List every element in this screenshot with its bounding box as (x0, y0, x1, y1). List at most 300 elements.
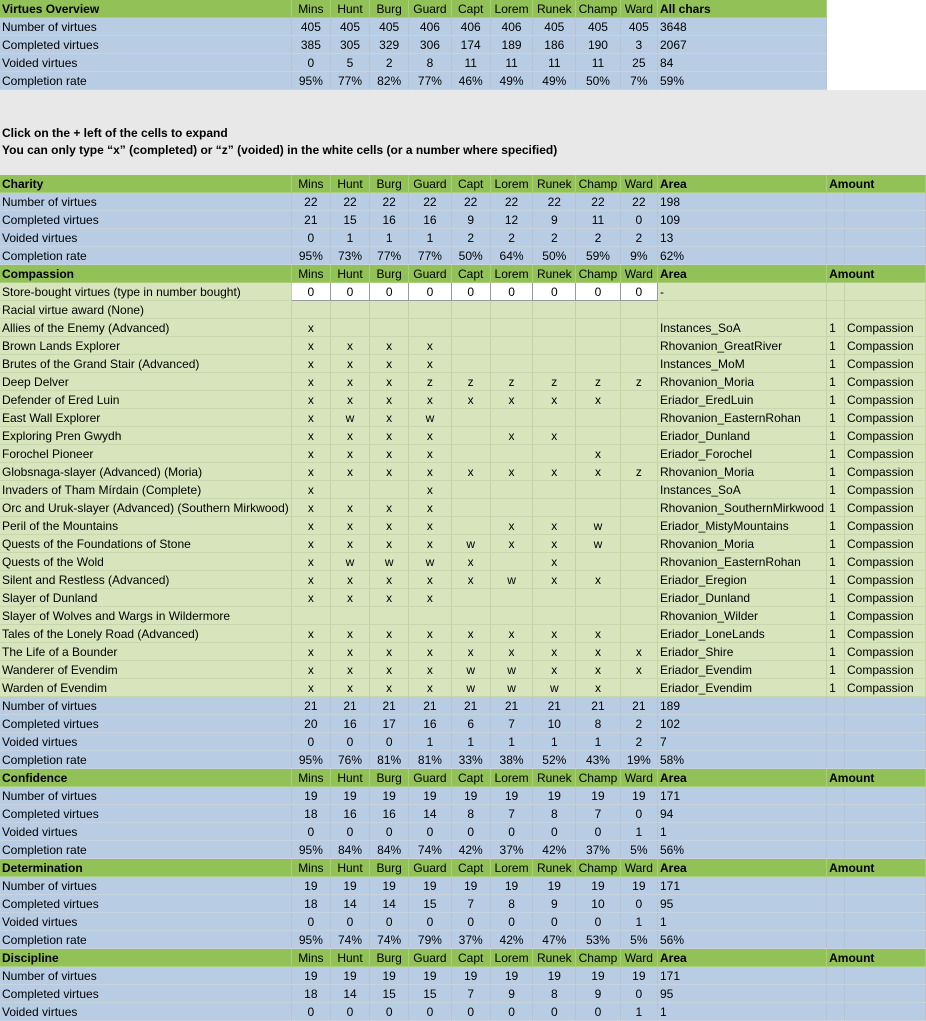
deed-name: Forochel Pioneer (0, 445, 291, 463)
stat-row (0, 697, 926, 715)
deed-mark-cell[interactable]: x (330, 373, 369, 391)
deed-mark-cell[interactable] (490, 589, 533, 607)
deed-mark-cell[interactable]: x (409, 481, 451, 499)
deed-mark-cell[interactable] (620, 481, 657, 499)
deed-mark-cell[interactable] (533, 355, 576, 373)
deed-mark-cell[interactable]: x (291, 427, 330, 445)
deed-mark-cell[interactable]: x (330, 445, 369, 463)
deed-mark-cell[interactable]: z (409, 373, 451, 391)
deed-mark-cell[interactable]: x (370, 337, 409, 355)
deed-mark-cell[interactable] (490, 409, 533, 427)
deed-mark-cell[interactable]: x (291, 373, 330, 391)
deed-row (0, 535, 926, 553)
deed-mark-cell[interactable]: x (490, 517, 533, 535)
stat-value: 49% (490, 72, 533, 90)
compassion-title[interactable]: Compassion (0, 265, 291, 283)
deed-row (0, 481, 926, 499)
row-filler (827, 72, 926, 90)
deed-mark-cell[interactable]: x (409, 679, 451, 697)
deed-mark-cell[interactable] (291, 607, 330, 625)
deed-mark-cell[interactable]: x (533, 661, 576, 679)
stat-value: 405 (291, 18, 330, 36)
virtue-cell (845, 715, 926, 733)
store-input-cell[interactable]: 0 (490, 283, 533, 301)
deed-mark-cell[interactable]: w (409, 553, 451, 571)
deed-mark-cell[interactable]: x (490, 643, 533, 661)
overview-title[interactable]: Virtues Overview (0, 0, 291, 18)
stat-value: 406 (409, 18, 451, 36)
amount-cell (827, 823, 845, 841)
store-input-cell[interactable]: 0 (576, 283, 620, 301)
deed-mark-cell[interactable]: w (490, 571, 533, 589)
deed-mark-cell[interactable] (620, 319, 657, 337)
deed-mark-cell[interactable] (330, 481, 369, 499)
deed-mark-cell[interactable]: x (291, 589, 330, 607)
deed-mark-cell[interactable] (490, 499, 533, 517)
store-input-cell[interactable]: 0 (451, 283, 490, 301)
stat-value: 18 (291, 805, 330, 823)
deed-mark-cell[interactable]: x (409, 661, 451, 679)
deed-mark-cell[interactable]: x (370, 517, 409, 535)
deed-amount: 1 (827, 409, 845, 427)
amount-cell (827, 301, 845, 319)
deed-mark-cell[interactable]: x (330, 535, 369, 553)
deed-mark-cell[interactable]: x (291, 499, 330, 517)
deed-virtue: Compassion (845, 679, 926, 697)
deed-mark-cell[interactable]: x (409, 391, 451, 409)
deed-mark-cell[interactable] (451, 589, 490, 607)
deed-mark-cell[interactable] (451, 481, 490, 499)
deed-mark-cell[interactable]: x (533, 391, 576, 409)
deed-mark-cell[interactable]: x (533, 553, 576, 571)
column-header: Runek (533, 769, 576, 787)
deed-mark-cell[interactable]: x (533, 535, 576, 553)
blank-row (0, 107, 926, 124)
deed-mark-cell[interactable] (490, 355, 533, 373)
deed-mark-cell[interactable]: x (291, 355, 330, 373)
deed-mark-cell[interactable]: x (291, 643, 330, 661)
column-header: Mins (291, 0, 330, 18)
area-header: Area (658, 859, 827, 877)
deed-mark-cell[interactable]: x (409, 625, 451, 643)
deed-mark-cell[interactable]: x (409, 589, 451, 607)
stat-value: 1 (533, 733, 576, 751)
stat-value: 329 (370, 36, 409, 54)
deed-mark-cell[interactable] (576, 589, 620, 607)
deed-mark-cell[interactable] (620, 553, 657, 571)
deed-amount: 1 (827, 571, 845, 589)
store-input-cell[interactable]: 0 (533, 283, 576, 301)
deed-mark-cell[interactable]: w (490, 661, 533, 679)
stat-value: 84% (330, 841, 369, 859)
deed-mark-cell[interactable] (490, 481, 533, 499)
deed-mark-cell[interactable]: x (490, 625, 533, 643)
stat-value: 21 (533, 697, 576, 715)
deed-mark-cell[interactable]: x (370, 535, 409, 553)
deed-mark-cell[interactable]: x (620, 661, 657, 679)
deed-mark-cell[interactable]: x (370, 625, 409, 643)
amount-cell (827, 841, 845, 859)
deed-virtue: Compassion (845, 661, 926, 679)
stat-label: Number of virtues (0, 877, 291, 895)
deed-mark-cell[interactable] (620, 589, 657, 607)
stat-label: Completion rate (0, 751, 291, 769)
deed-mark-cell[interactable]: x (451, 463, 490, 481)
deed-mark-cell[interactable] (576, 553, 620, 571)
deed-mark-cell[interactable]: x (330, 499, 369, 517)
stat-total: 109 (658, 211, 827, 229)
deed-name: Brown Lands Explorer (0, 337, 291, 355)
deed-mark-cell[interactable]: x (370, 391, 409, 409)
deed-mark-cell[interactable]: x (451, 643, 490, 661)
deed-mark-cell[interactable] (620, 355, 657, 373)
deed-mark-cell[interactable] (451, 445, 490, 463)
deed-virtue: Compassion (845, 589, 926, 607)
deed-mark-cell[interactable]: x (291, 337, 330, 355)
deed-mark-cell[interactable]: x (291, 391, 330, 409)
deed-mark-cell[interactable] (330, 607, 369, 625)
store-input-cell[interactable]: 0 (330, 283, 369, 301)
stat-total: 13 (658, 229, 827, 247)
deed-mark-cell[interactable]: x (291, 679, 330, 697)
stat-row (0, 805, 926, 823)
deed-mark-cell[interactable]: x (533, 643, 576, 661)
deed-mark-cell[interactable]: x (330, 625, 369, 643)
deed-mark-cell[interactable] (620, 391, 657, 409)
column-header: Capt (451, 949, 490, 967)
deed-mark-cell[interactable]: w (576, 535, 620, 553)
deed-mark-cell[interactable]: x (409, 463, 451, 481)
section-header-row (0, 769, 926, 787)
deed-mark-cell[interactable]: x (291, 571, 330, 589)
deed-row (0, 643, 926, 661)
amount-cell (827, 283, 845, 301)
deed-mark-cell[interactable]: x (370, 427, 409, 445)
stat-value: 49% (533, 72, 576, 90)
deed-mark-cell[interactable] (576, 607, 620, 625)
deed-mark-cell[interactable]: x (330, 679, 369, 697)
deed-mark-cell[interactable]: x (330, 355, 369, 373)
deed-mark-cell[interactable] (620, 499, 657, 517)
deed-mark-cell[interactable]: x (533, 463, 576, 481)
deed-mark-cell[interactable]: x (576, 445, 620, 463)
stat-value: 190 (576, 36, 620, 54)
stat-value: 405 (576, 18, 620, 36)
deed-mark-cell[interactable]: x (409, 355, 451, 373)
deed-mark-cell[interactable]: x (409, 445, 451, 463)
deed-mark-cell[interactable] (490, 553, 533, 571)
deed-amount: 1 (827, 445, 845, 463)
deed-mark-cell[interactable]: x (291, 463, 330, 481)
deed-mark-cell[interactable]: x (490, 391, 533, 409)
deed-mark-cell[interactable]: x (291, 535, 330, 553)
stat-value: 47% (533, 931, 576, 949)
stat-value: 0 (620, 211, 657, 229)
deed-mark-cell[interactable] (490, 319, 533, 337)
deed-mark-cell[interactable]: x (576, 391, 620, 409)
store-input-cell[interactable]: 0 (409, 283, 451, 301)
deed-mark-cell[interactable]: x (409, 499, 451, 517)
deed-mark-cell[interactable]: x (490, 427, 533, 445)
column-header: Lorem (490, 175, 533, 193)
deed-mark-cell[interactable]: x (576, 571, 620, 589)
virtue-cell (845, 787, 926, 805)
deed-mark-cell[interactable]: w (533, 679, 576, 697)
column-header: Mins (291, 265, 330, 283)
racial-cell (330, 301, 369, 319)
deed-mark-cell[interactable] (576, 355, 620, 373)
store-input-cell[interactable]: 0 (291, 283, 330, 301)
deed-mark-cell[interactable]: x (291, 661, 330, 679)
deed-mark-cell[interactable]: z (620, 373, 657, 391)
deed-area: Eriador_Shire (658, 643, 827, 661)
deed-mark-cell[interactable]: x (451, 553, 490, 571)
deed-mark-cell[interactable]: z (490, 373, 533, 391)
deed-mark-cell[interactable]: x (291, 625, 330, 643)
deed-mark-cell[interactable]: w (451, 535, 490, 553)
deed-name: Defender of Ered Luin (0, 391, 291, 409)
section-header-row (0, 949, 926, 967)
deed-mark-cell[interactable] (620, 517, 657, 535)
deed-mark-cell[interactable]: w (409, 409, 451, 427)
deed-mark-cell[interactable] (533, 319, 576, 337)
deed-mark-cell[interactable]: x (370, 355, 409, 373)
deed-mark-cell[interactable]: x (490, 535, 533, 553)
deed-mark-cell[interactable] (533, 337, 576, 355)
deed-amount: 1 (827, 643, 845, 661)
deed-mark-cell[interactable]: z (576, 373, 620, 391)
charity-title[interactable]: Charity (0, 175, 291, 193)
deed-mark-cell[interactable]: x (409, 643, 451, 661)
deed-virtue: Compassion (845, 625, 926, 643)
column-header: Lorem (490, 949, 533, 967)
deed-mark-cell[interactable] (451, 499, 490, 517)
deed-mark-cell[interactable]: w (451, 661, 490, 679)
deed-mark-cell[interactable] (620, 625, 657, 643)
deed-mark-cell[interactable]: x (330, 337, 369, 355)
racial-cell (291, 301, 330, 319)
deed-mark-cell[interactable] (533, 499, 576, 517)
deed-mark-cell[interactable]: x (291, 481, 330, 499)
deed-mark-cell[interactable]: x (409, 571, 451, 589)
deed-mark-cell[interactable]: x (291, 517, 330, 535)
deed-mark-cell[interactable]: x (291, 553, 330, 571)
deed-name: Slayer of Wolves and Wargs in Wildermore (0, 607, 291, 625)
racial-cell (576, 301, 620, 319)
deed-mark-cell[interactable]: x (330, 661, 369, 679)
deed-mark-cell[interactable]: w (490, 679, 533, 697)
deed-mark-cell[interactable] (576, 427, 620, 445)
deed-mark-cell[interactable]: x (576, 661, 620, 679)
deed-mark-cell[interactable]: w (370, 553, 409, 571)
deed-mark-cell[interactable] (370, 607, 409, 625)
deed-mark-cell[interactable]: x (409, 427, 451, 445)
deed-mark-cell[interactable] (620, 679, 657, 697)
stat-value: 19 (370, 877, 409, 895)
deed-amount: 1 (827, 427, 845, 445)
deed-mark-cell[interactable]: x (451, 391, 490, 409)
column-header: Ward (620, 949, 657, 967)
confidence-title[interactable]: Confidence (0, 769, 291, 787)
deed-mark-cell[interactable]: x (330, 427, 369, 445)
deed-mark-cell[interactable] (370, 481, 409, 499)
column-header: Burg (370, 949, 409, 967)
stat-value: 19 (409, 787, 451, 805)
stat-value: 0 (330, 823, 369, 841)
deed-mark-cell[interactable]: x (370, 463, 409, 481)
deed-mark-cell[interactable]: x (291, 319, 330, 337)
deed-mark-cell[interactable] (533, 409, 576, 427)
amount-header: Amount (827, 265, 926, 283)
deed-mark-cell[interactable] (490, 445, 533, 463)
deed-mark-cell[interactable] (533, 445, 576, 463)
deed-mark-cell[interactable] (576, 319, 620, 337)
deed-mark-cell[interactable]: x (370, 643, 409, 661)
deed-mark-cell[interactable]: x (409, 337, 451, 355)
deed-mark-cell[interactable]: x (576, 625, 620, 643)
stat-row (0, 895, 926, 913)
deed-mark-cell[interactable] (409, 607, 451, 625)
stat-value: 95% (291, 931, 330, 949)
deed-mark-cell[interactable]: x (330, 391, 369, 409)
deed-mark-cell[interactable] (451, 319, 490, 337)
deed-mark-cell[interactable] (620, 571, 657, 589)
header-filler (827, 0, 926, 18)
column-header: Ward (620, 859, 657, 877)
stat-row (0, 193, 926, 211)
deed-name: Peril of the Mountains (0, 517, 291, 535)
deed-mark-cell[interactable]: x (451, 625, 490, 643)
virtue-cell (845, 193, 926, 211)
deed-mark-cell[interactable]: x (330, 463, 369, 481)
stat-label: Number of virtues (0, 697, 291, 715)
deed-virtue: Compassion (845, 517, 926, 535)
deed-mark-cell[interactable] (490, 337, 533, 355)
deed-mark-cell[interactable] (330, 319, 369, 337)
deed-mark-cell[interactable] (533, 589, 576, 607)
stat-value: 95% (291, 751, 330, 769)
deed-row (0, 445, 926, 463)
deed-mark-cell[interactable]: x (330, 571, 369, 589)
deed-mark-cell[interactable]: x (370, 589, 409, 607)
deed-mark-cell[interactable] (620, 445, 657, 463)
deed-mark-cell[interactable] (620, 607, 657, 625)
determination-title[interactable]: Determination (0, 859, 291, 877)
deed-row (0, 391, 926, 409)
deed-mark-cell[interactable]: w (330, 409, 369, 427)
deed-virtue: Compassion (845, 571, 926, 589)
deed-mark-cell[interactable] (451, 607, 490, 625)
deed-mark-cell[interactable]: x (451, 571, 490, 589)
deed-mark-cell[interactable] (576, 409, 620, 427)
column-header: Capt (451, 175, 490, 193)
deed-mark-cell[interactable]: x (330, 517, 369, 535)
deed-mark-cell[interactable] (451, 409, 490, 427)
deed-row (0, 463, 926, 481)
deed-mark-cell[interactable]: x (370, 409, 409, 427)
stat-value: 19 (409, 967, 451, 985)
deed-mark-cell[interactable]: x (370, 661, 409, 679)
deed-mark-cell[interactable]: x (620, 643, 657, 661)
deed-mark-cell[interactable] (533, 607, 576, 625)
deed-mark-cell[interactable] (576, 337, 620, 355)
deed-mark-cell[interactable]: x (370, 571, 409, 589)
deed-mark-cell[interactable]: x (370, 445, 409, 463)
deed-mark-cell[interactable] (451, 517, 490, 535)
deed-area: Eriador_MistyMountains (658, 517, 827, 535)
virtue-cell (845, 967, 926, 985)
store-input-cell[interactable]: 0 (620, 283, 657, 301)
deed-mark-cell[interactable]: x (330, 643, 369, 661)
deed-mark-cell[interactable]: x (533, 427, 576, 445)
stat-value: 22 (490, 193, 533, 211)
deed-mark-cell[interactable] (451, 337, 490, 355)
deed-mark-cell[interactable]: x (490, 463, 533, 481)
column-header: Hunt (330, 949, 369, 967)
deed-mark-cell[interactable] (451, 427, 490, 445)
stat-value: 8 (409, 54, 451, 72)
deed-mark-cell[interactable]: x (576, 643, 620, 661)
deed-mark-cell[interactable]: w (330, 553, 369, 571)
deed-mark-cell[interactable] (576, 481, 620, 499)
deed-virtue: Compassion (845, 481, 926, 499)
deed-mark-cell[interactable]: x (291, 409, 330, 427)
deed-amount: 1 (827, 661, 845, 679)
deed-mark-cell[interactable]: w (451, 679, 490, 697)
deed-mark-cell[interactable]: x (533, 625, 576, 643)
deed-mark-cell[interactable] (620, 337, 657, 355)
deed-mark-cell[interactable] (620, 427, 657, 445)
deed-mark-cell[interactable] (409, 319, 451, 337)
deed-mark-cell[interactable]: x (533, 571, 576, 589)
stat-value: 37% (576, 841, 620, 859)
deed-mark-cell[interactable]: x (409, 517, 451, 535)
deed-mark-cell[interactable]: x (409, 535, 451, 553)
deed-mark-cell[interactable] (451, 355, 490, 373)
discipline-title[interactable]: Discipline (0, 949, 291, 967)
deed-mark-cell[interactable]: z (451, 373, 490, 391)
column-header: Hunt (330, 859, 369, 877)
stat-value: 0 (620, 805, 657, 823)
deed-mark-cell[interactable]: x (533, 517, 576, 535)
store-input-cell[interactable]: 0 (370, 283, 409, 301)
deed-area: Instances_SoA (658, 481, 827, 499)
deed-mark-cell[interactable] (620, 535, 657, 553)
deed-name: Warden of Evendim (0, 679, 291, 697)
deed-mark-cell[interactable]: x (370, 679, 409, 697)
deed-mark-cell[interactable]: x (291, 445, 330, 463)
column-header: Capt (451, 265, 490, 283)
stat-value: 0 (451, 823, 490, 841)
deed-row (0, 553, 926, 571)
deed-mark-cell[interactable]: w (576, 517, 620, 535)
deed-mark-cell[interactable]: z (620, 463, 657, 481)
deed-mark-cell[interactable] (533, 481, 576, 499)
deed-mark-cell[interactable] (576, 499, 620, 517)
deed-mark-cell[interactable]: x (370, 373, 409, 391)
deed-mark-cell[interactable]: x (576, 679, 620, 697)
deed-mark-cell[interactable]: x (330, 589, 369, 607)
deed-mark-cell[interactable]: x (370, 499, 409, 517)
deed-mark-cell[interactable]: x (576, 463, 620, 481)
deed-mark-cell[interactable]: z (533, 373, 576, 391)
stat-value: 42% (490, 931, 533, 949)
deed-mark-cell[interactable] (620, 409, 657, 427)
deed-mark-cell[interactable] (490, 607, 533, 625)
stat-value: 1 (409, 733, 451, 751)
column-header: Lorem (490, 769, 533, 787)
deed-mark-cell[interactable] (370, 319, 409, 337)
